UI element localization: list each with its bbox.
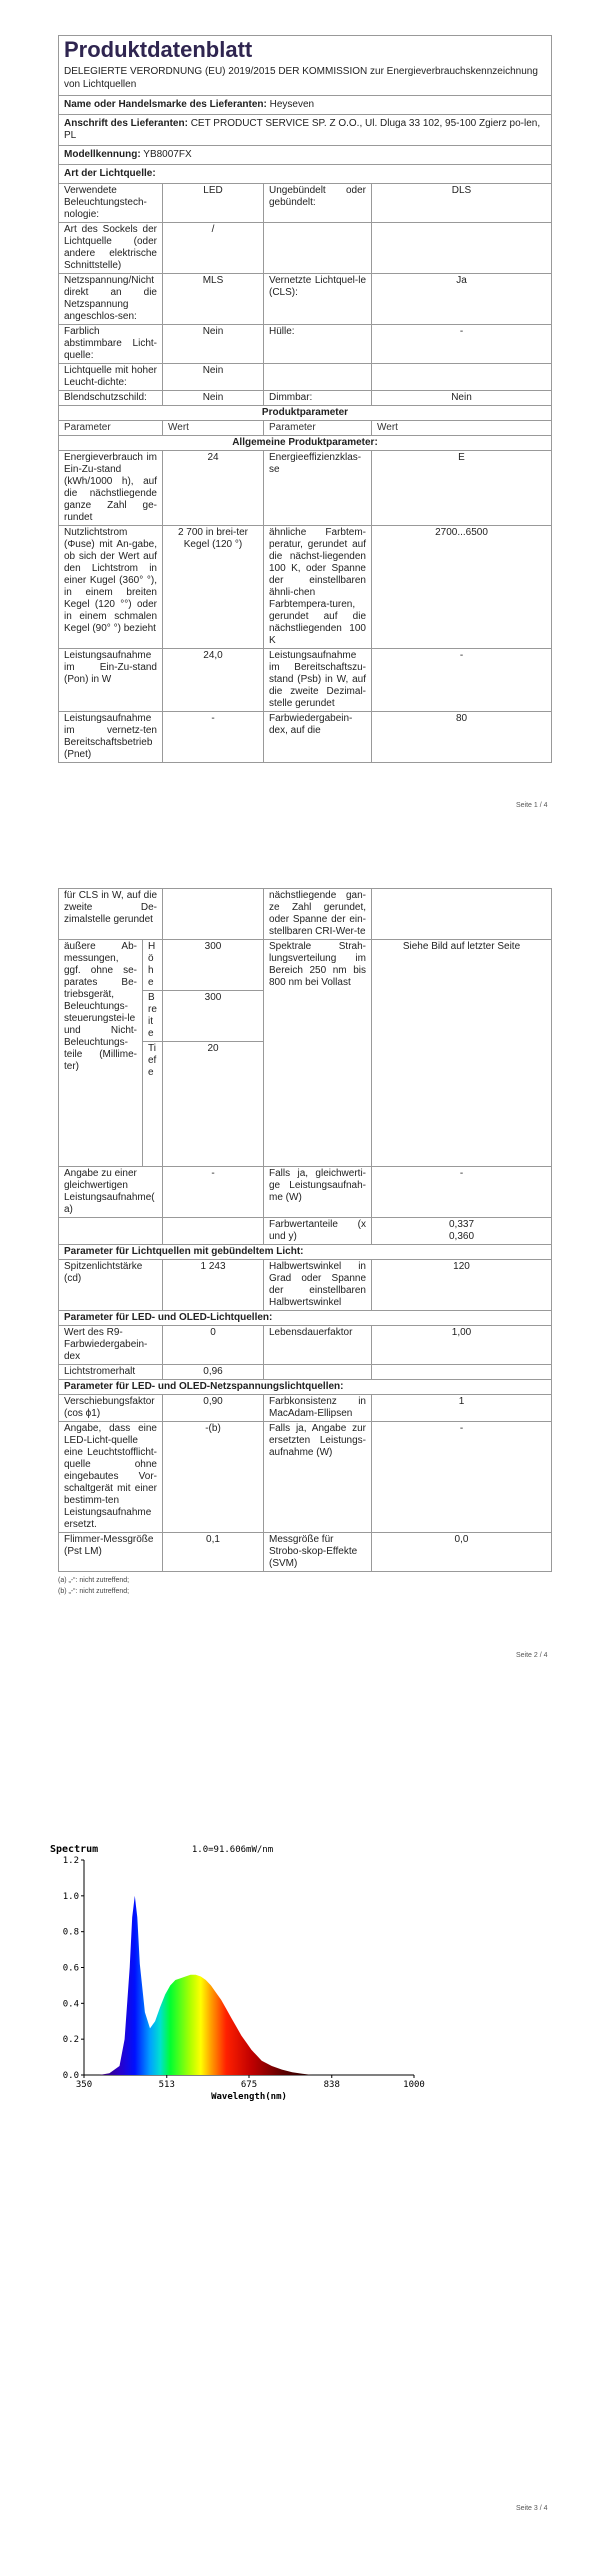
type-row [59, 364, 552, 391]
type-row-l1: Farblich abstimmbare Licht-quelle: [59, 325, 163, 364]
general-header: Allgemeine Produktparameter: [59, 436, 552, 451]
spectrum-chart [50, 1840, 430, 2110]
type-row-v2: Nein [372, 391, 552, 406]
y-tick-label: 0.8 [62, 1927, 79, 1938]
supplier-addr-value: CET PRODUCT SERVICE SP. Z O.O., Ul. Dluga 33 102, 95-100 Zgierz po-len, PL [64, 118, 541, 141]
type-row-v1: MLS [163, 274, 264, 325]
claim-row: Angabe, dass eine LED-Licht-quelle eine Leuchtstofflicht-quelle ohne eingebautes Vor-schaltgerät mit einer bestimm-ten Leistungsaufnahme ersetzt. -(b) Falls ja, Angabe zur ersetzten Leistungs-aufnahme (W) - [59, 1422, 552, 1533]
type-row-l1: Blendschutzschild: [59, 391, 163, 406]
general-row-v2: - [372, 649, 552, 712]
params-row: für CLS in W, auf die zweite De-zimalstelle gerundet nächstliegende gan-ze Zahl gerundet, oder Spanne der ein-stellbaren CRI-Wer-te [59, 889, 552, 940]
type-row-v2: - [372, 325, 552, 364]
type-row [59, 391, 552, 406]
model-value: YB8007FX [143, 149, 192, 160]
supplier-table [58, 95, 552, 184]
page-1 [58, 35, 552, 763]
general-row [59, 526, 552, 649]
general-row-l2: ähnliche Farbtem-peratur, gerundet auf die nächst-liegenden 100 K, oder Spanne der einstellbaren ähnli-chen Farbtempera-turen, gerundet auf die nächstliegenden 100 K [264, 526, 372, 649]
footnote-b: (b) „-“: nicht zutreffend; [58, 1588, 130, 1595]
supplier-name-row [59, 96, 552, 115]
params-table-cont [58, 888, 552, 940]
type-row-v1: Nein [163, 364, 264, 391]
dims-key: Tiefe [143, 1042, 163, 1167]
x-tick-label: 350 [75, 2080, 93, 2090]
supplier-name-label: Name oder Handelsmarke des Lieferanten: [64, 99, 267, 110]
general-row-v1: - [163, 712, 264, 763]
type-row-l2 [264, 223, 372, 274]
equiv-label: Angabe zu einer gleichwertigen Leistungsaufnahme(a) [59, 1167, 163, 1218]
type-row [59, 184, 552, 223]
r9-row: Wert des R9-Farbwiedergabein-dex 0 Lebensdauerfaktor 1,00 [59, 1326, 552, 1365]
type-row-v2: Ja [372, 274, 552, 325]
y-tick-label: 0.2 [62, 2035, 79, 2046]
equiv-row: Angabe zu einer gleichwertigen Leistungsaufnahme(a) - Falls ja, gleichwerti-ge Leistungsaufnah-me (W) - [59, 1167, 552, 1218]
type-header-row: Art der Lichtquelle: [59, 165, 552, 184]
general-row-l2: Energieeffizienzklas-se [264, 451, 372, 526]
chroma-row: Farbwertanteile (x und y) 0,337 0,360 [59, 1218, 552, 1245]
general-row-l1: Nutzlichtstrom (Φuse) mit An-gabe, ob sich der Wert auf den Lichtstrom in einer Kugel (360° °), in einem breiten Kegel (120 °°) oder in einem schmalen Kegel (90° °) bezieht [59, 526, 163, 649]
dims-row [59, 940, 552, 991]
general-row-l2: Farbwiedergabein-dex, auf die [264, 712, 372, 763]
spectral-label: Spektrale Strah-lungsverteilung im Bereich 250 nm bis 800 nm bei Vollast [264, 940, 372, 1167]
dims-table [58, 939, 552, 1572]
params-table [58, 405, 552, 763]
flicker-row: Flimmer-Messgröße (Pst LM) 0,1 Messgröße für Strobo-skop-Effekte (SVM) 0,0 [59, 1533, 552, 1572]
dims-key: Breite [143, 991, 163, 1042]
type-row-l1: Verwendete Beleuchtungstech-nologie: [59, 184, 163, 223]
directional-header: Parameter für Lichtquellen mit gebündeltem Licht: [59, 1245, 552, 1260]
mains-header: Parameter für LED- und OLED-Netzspannungslichtquellen: [59, 1380, 552, 1395]
x-tick-label: 675 [240, 2080, 258, 2090]
maint-row: Lichtstromerhalt 0,96 [59, 1365, 552, 1380]
x-tick-label: 513 [158, 2080, 175, 2090]
type-row-l2 [264, 364, 372, 391]
type-row-v2 [372, 364, 552, 391]
type-row-l1: Art des Sockels der Lichtquelle (oder andere elektrische Schnittstelle) [59, 223, 163, 274]
type-row-l1: Lichtquelle mit hoher Leucht-dichte: [59, 364, 163, 391]
page-3-number: Seite 3 / 4 [516, 2505, 548, 2512]
general-row [59, 649, 552, 712]
general-row [59, 451, 552, 526]
supplier-addr-label: Anschrift des Lieferanten: [64, 118, 188, 129]
general-row-v2: E [372, 451, 552, 526]
page-1-number: Seite 1 / 4 [516, 802, 548, 809]
type-row-v1: Nein [163, 325, 264, 364]
x-axis-label: Wavelength(nm) [211, 2092, 287, 2102]
general-row-l1: Leistungsaufnahme im Ein-Zu-stand (Pon) in W [59, 649, 163, 712]
dims-value: 300 [163, 940, 264, 991]
dpf-row: Verschiebungsfaktor (cos ϕ1) 0,90 Farbkonsistenz in MacAdam-Ellipsen 1 [59, 1395, 552, 1422]
type-table [58, 183, 552, 406]
type-row-l2: Hülle: [264, 325, 372, 364]
product-params-header: Produktparameter [59, 406, 552, 421]
type-row [59, 325, 552, 364]
x-tick-label: 838 [323, 2080, 340, 2090]
general-row-v1: 24 [163, 451, 264, 526]
type-row-v2 [372, 223, 552, 274]
type-row-l2: Ungebündelt oder gebündelt: [264, 184, 372, 223]
type-row-l2: Vernetzte Lichtquel-le (CLS): [264, 274, 372, 325]
spectrum-area [99, 1896, 312, 2075]
footnote-a: (a) „-“: nicht zutreffend; [58, 1577, 130, 1584]
supplier-addr-row [59, 115, 552, 146]
y-tick-label: 0.6 [62, 1963, 79, 1974]
general-row-v2: 80 [372, 712, 552, 763]
y-tick-label: 0.4 [62, 1999, 79, 2010]
model-label: Modellkennung: [64, 149, 141, 160]
type-row-v2: DLS [372, 184, 552, 223]
y-tick-label: 1.2 [62, 1856, 79, 1866]
x-tick-label: 1000 [403, 2080, 425, 2090]
general-row-l1: Energieverbrauch im Ein-Zu-stand (kWh/1000 h), auf die nächstliegende ganze Zahl ge-rundet [59, 451, 163, 526]
type-row-v1: / [163, 223, 264, 274]
params-col-headers: Parameter Wert Parameter Wert [59, 421, 552, 436]
type-row [59, 274, 552, 325]
type-row-l2: Dimmbar: [264, 391, 372, 406]
chart-title: Spectrum [50, 1844, 99, 1855]
doc-title: Produktdatenblatt [64, 37, 253, 62]
spectral-value: Siehe Bild auf letzter Seite [372, 940, 552, 1167]
doc-subtitle: DELEGIERTE VERORDNUNG (EU) 2019/2015 DER KOMMISSION zur Energieverbrauchskennzeichnung von Lichtquellen [64, 66, 538, 90]
general-row-v1: 2 700 in brei-ter Kegel (120 °) [163, 526, 264, 649]
type-row-v1: Nein [163, 391, 264, 406]
model-row [59, 146, 552, 165]
y-tick-label: 1.0 [62, 1891, 79, 1902]
type-row [59, 223, 552, 274]
general-row-v1: 24,0 [163, 649, 264, 712]
dims-value: 300 [163, 991, 264, 1042]
general-row [59, 712, 552, 763]
supplier-name-value: Heyseven [269, 99, 315, 110]
peak-row: Spitzenlichtstärke (cd) 1 243 Halbwertswinkel in Grad oder Spanne der einstellbaren Halbwertswinkel 120 [59, 1260, 552, 1311]
page-2-number: Seite 2 / 4 [516, 1652, 548, 1659]
y-tick-label: 0.0 [62, 2071, 79, 2081]
type-row-v1: LED [163, 184, 264, 223]
dims-value: 20 [163, 1042, 264, 1167]
general-row-l1: Leistungsaufnahme im vernetz-ten Bereitschaftsbetrieb (Pnet) [59, 712, 163, 763]
dims-label: äußere Ab-messungen, ggf. ohne se-parates Be-triebsgerät, Beleuchtungs-steuerungstei-le und Nicht-Beleuchtungs-teile (Millime-ter) [59, 940, 143, 1167]
chart-annotation: 1.0=91.606mW/nm [191, 1845, 274, 1855]
general-row-l2: Leistungsaufnahme im Bereitschaftszu-stand (Psb) in W, auf die zweite Dezimal-stelle gerundet [264, 649, 372, 712]
type-row-l1: Netzspannung/Nicht direkt an die Netzspannung angeschlos-sen: [59, 274, 163, 325]
dims-key: Höhe [143, 940, 163, 991]
page-2 [58, 888, 552, 1597]
general-row-v2: 2700...6500 [372, 526, 552, 649]
led-header: Parameter für LED- und OLED-Lichtquellen: [59, 1311, 552, 1326]
spectrum-svg [50, 1840, 430, 2110]
